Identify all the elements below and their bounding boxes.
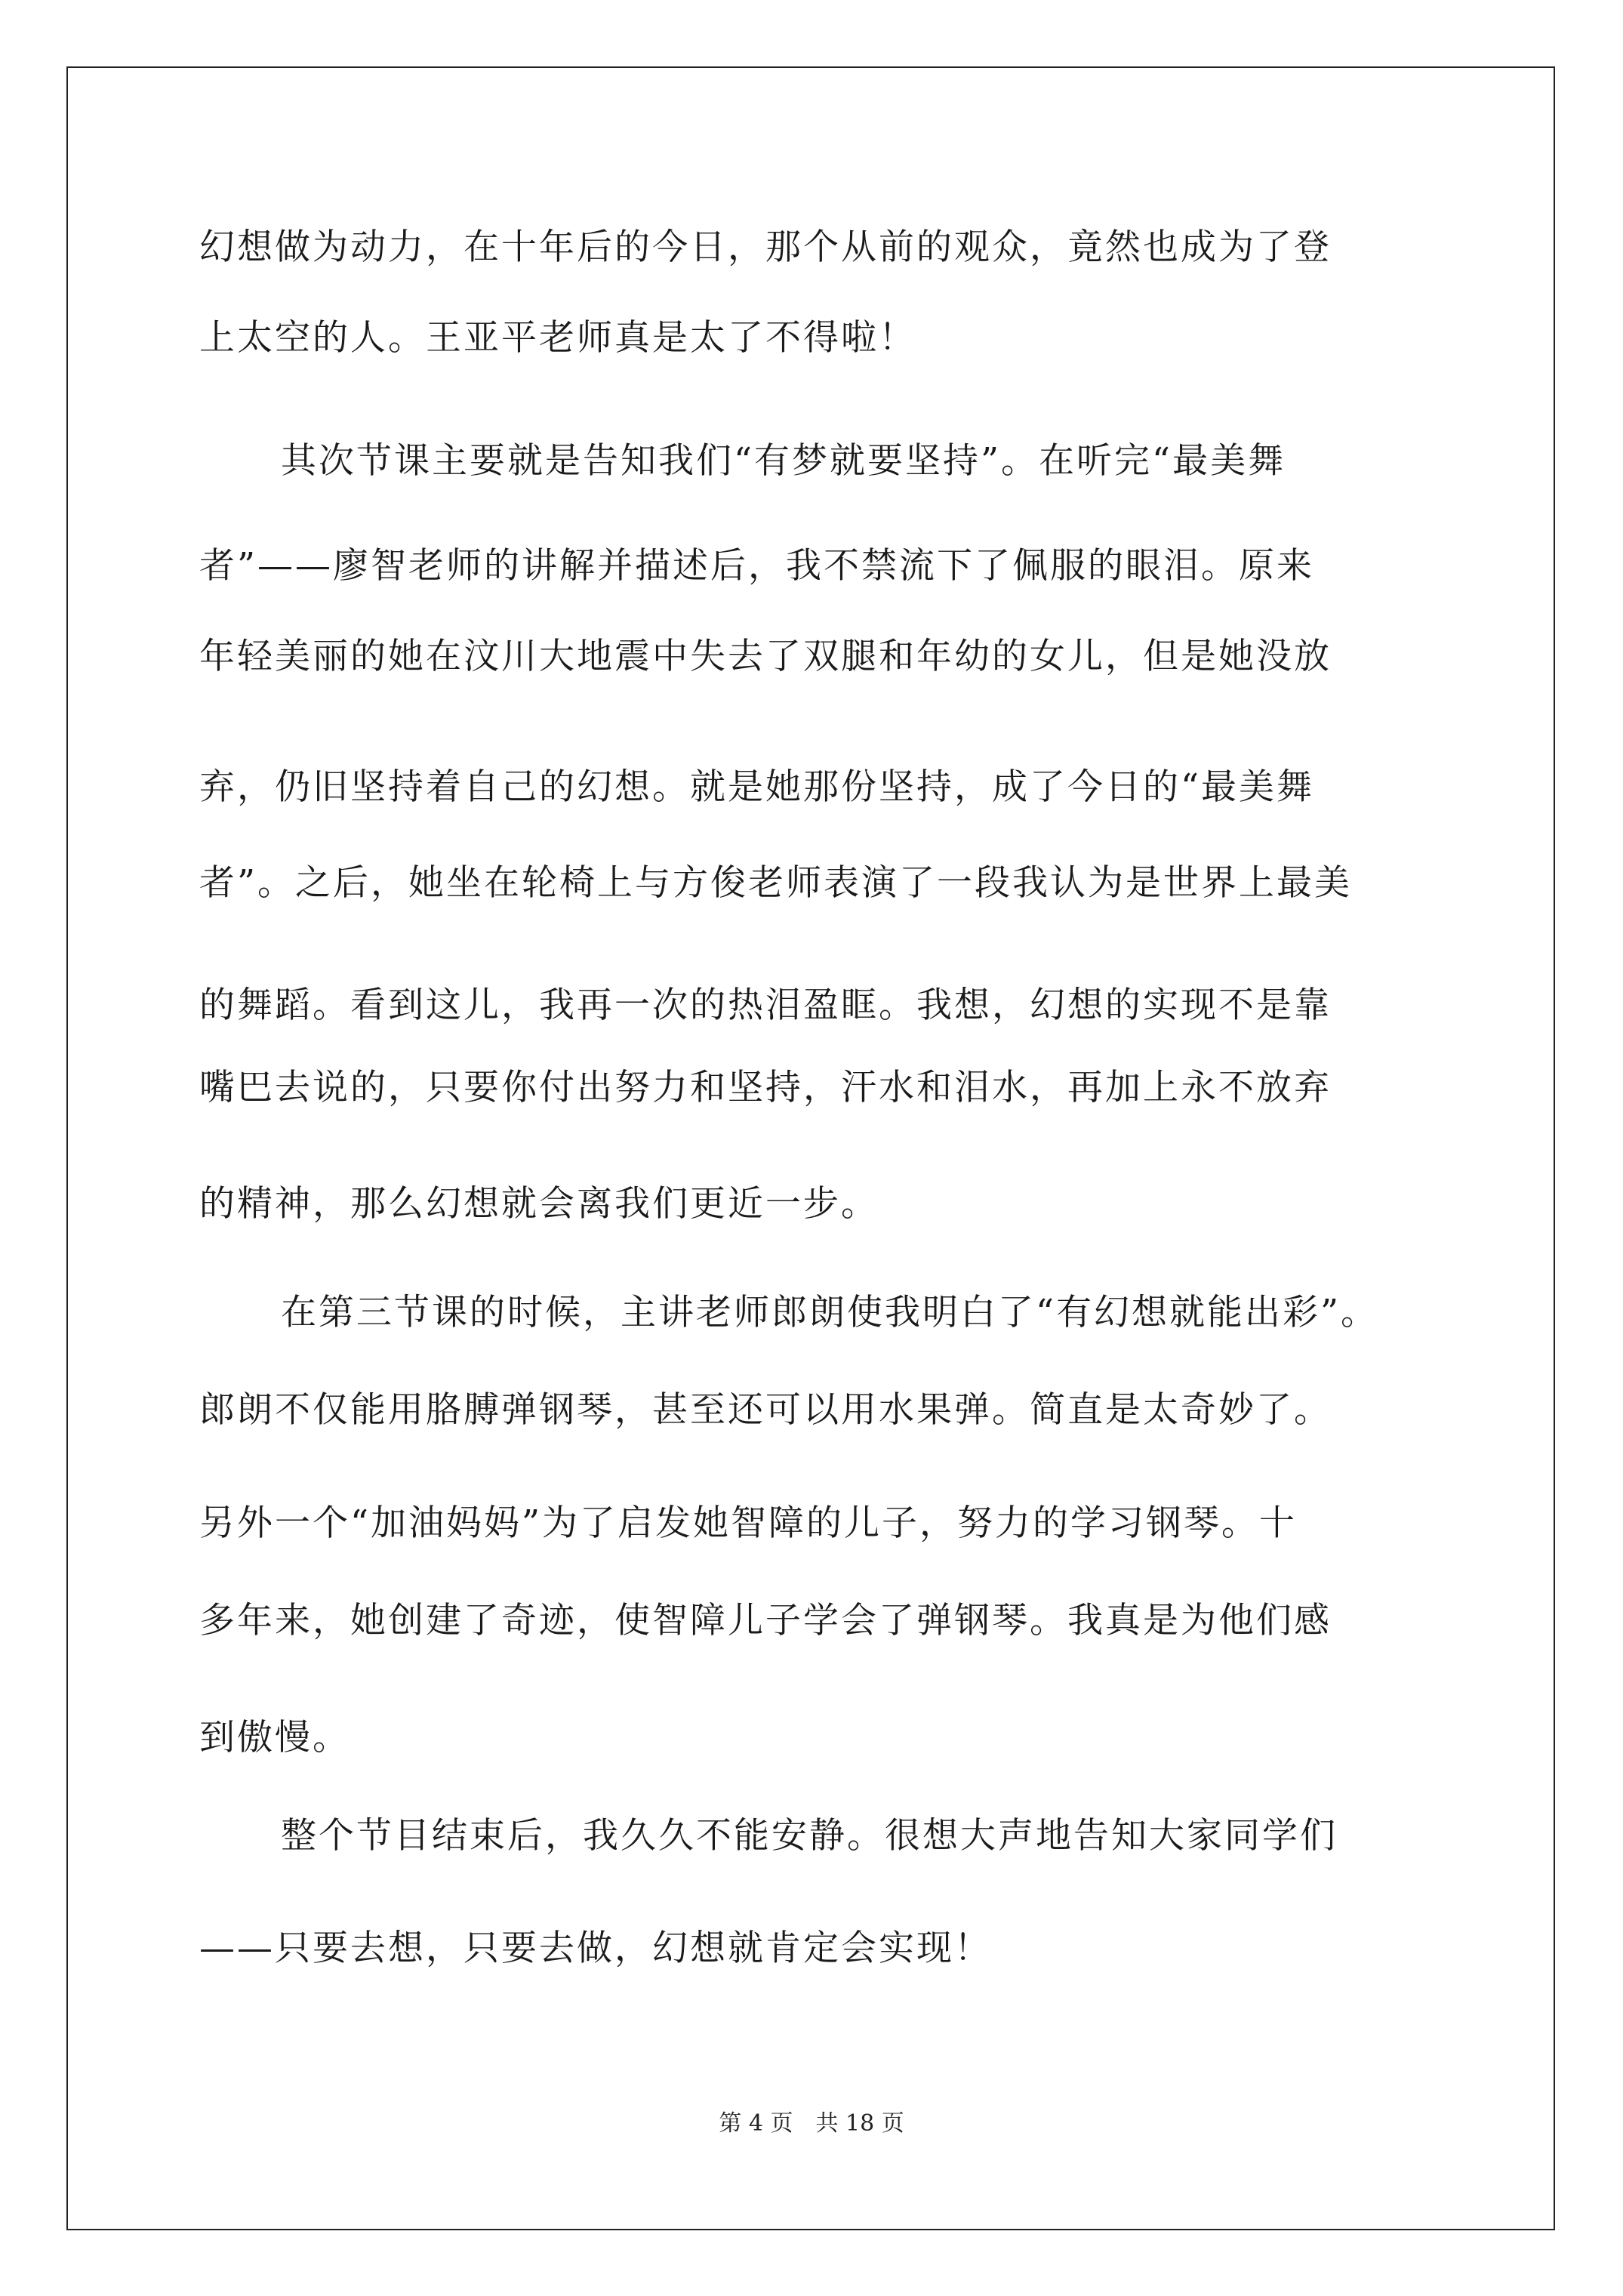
paragraph-start: 整个节目结束后，我久久不能安静。很想大声地告知大家同学们 bbox=[281, 1815, 1338, 1857]
text-line: 幻想做为动力，在十年后的今日，那个从前的观众，竟然也成为了登 bbox=[199, 227, 1332, 268]
text-line: 弃，仍旧坚持着自己的幻想。就是她那份坚持，成了今日的“最美舞 bbox=[199, 766, 1315, 808]
paragraph-start: 在第三节课的时候，主讲老师郎朗使我明白了“有幻想就能出彩”。 bbox=[281, 1292, 1379, 1333]
text-line: 年轻美丽的她在汶川大地震中失去了双腿和年幼的女儿，但是她没放 bbox=[199, 636, 1332, 677]
paragraph-start: 其次节课主要就是告知我们“有梦就要坚持”。在听完“最美舞 bbox=[281, 440, 1286, 482]
text-line: 另外一个“加油妈妈”为了启发她智障的儿子，努力的学习钢琴。十 bbox=[199, 1502, 1298, 1544]
text-line: 者”。之后，她坐在轮椅上与方俊老师表演了一段我认为是世界上最美 bbox=[199, 862, 1353, 904]
text-line: 的舞蹈。看到这儿，我再一次的热泪盈眶。我想，幻想的实现不是靠 bbox=[199, 985, 1332, 1026]
page-number-footer: 第 4 页 共 18 页 bbox=[719, 2110, 904, 2137]
text-line: 的精神，那么幻想就会离我们更近一步。 bbox=[199, 1183, 879, 1225]
text-line: 嘴巴去说的，只要你付出努力和坚持，汗水和泪水，再加上永不放弃 bbox=[199, 1067, 1332, 1108]
page-border bbox=[66, 66, 1555, 2230]
text-line: 上太空的人。王亚平老师真是太了不得啦！ bbox=[199, 317, 916, 359]
text-line: 郎朗不仅能用胳膊弹钢琴，甚至还可以用水果弹。简直是太奇妙了。 bbox=[199, 1389, 1332, 1431]
text-line: ——只要去想，只要去做，幻想就肯定会实现！ bbox=[199, 1928, 992, 1969]
text-line: 到傲慢。 bbox=[199, 1717, 350, 1758]
text-line: 多年来，她创建了奇迹，使智障儿子学会了弹钢琴。我真是为他们感 bbox=[199, 1600, 1332, 1641]
text-line: 者”——廖智老师的讲解并描述后，我不禁流下了佩服的眼泪。原来 bbox=[199, 545, 1315, 587]
